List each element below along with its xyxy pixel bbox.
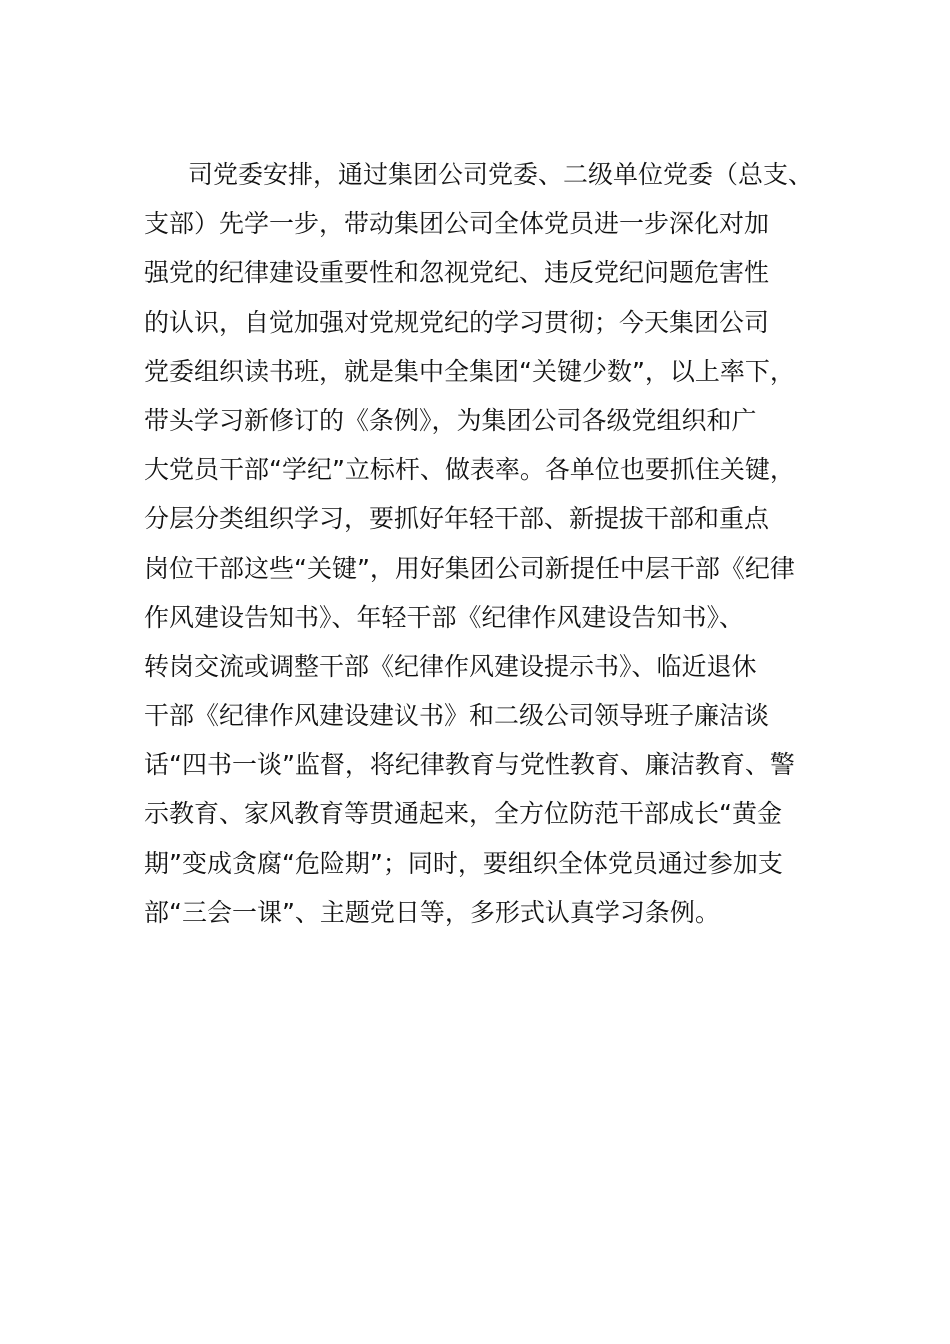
text-line: 带头学习新修订的《条例》，为集团公司各级党组织和广 <box>144 405 757 435</box>
text-line: 强党的纪律建设重要性和忽视党纪、违反党纪问题危害性 <box>144 258 770 288</box>
text-line: 部“三会一课”、主题党日等，多形式认真学习条例。 <box>144 897 720 927</box>
text-line: 转岗交流或调整干部《纪律作风建设提示书》、临近退休 <box>144 651 757 681</box>
text-line: 示教育、家风教育等贯通起来，全方位防范干部成长“黄金 <box>144 799 782 829</box>
text-line: 的认识，自觉加强对党规党纪的学习贯彻；今天集团公司 <box>144 307 770 337</box>
text-line: 作风建设告知书》、年轻干部《纪律作风建设告知书》、 <box>144 602 745 632</box>
text-line: 支部）先学一步，带动集团公司全体党员进一步深化对加 <box>144 209 770 239</box>
text-line: 岗位干部这些“关键”，用好集团公司新提任中层干部《纪律 <box>144 553 795 583</box>
text-line: 干部《纪律作风建设建议书》和二级公司领导班子廉洁谈 <box>144 701 770 731</box>
text-line: 党委组织读书班，就是集中全集团“关键少数”，以上率下， <box>144 356 795 386</box>
text-line: 分层分类组织学习，要抓好年轻干部、新提拔干部和重点 <box>144 504 770 534</box>
text-line: 司党委安排，通过集团公司党委、二级单位党委（总支、 <box>188 160 814 189</box>
text-line: 话“四书一谈”监督，将纪律教育与党性教育、廉洁教育、警 <box>144 750 795 780</box>
text-line: 大党员干部“学纪”立标杆、做表率。各单位也要抓住关键， <box>144 455 795 485</box>
text-line: 期”变成贪腐“危险期”；同时，要组织全体党员通过参加支 <box>144 848 783 878</box>
body-paragraph <box>144 150 844 937</box>
